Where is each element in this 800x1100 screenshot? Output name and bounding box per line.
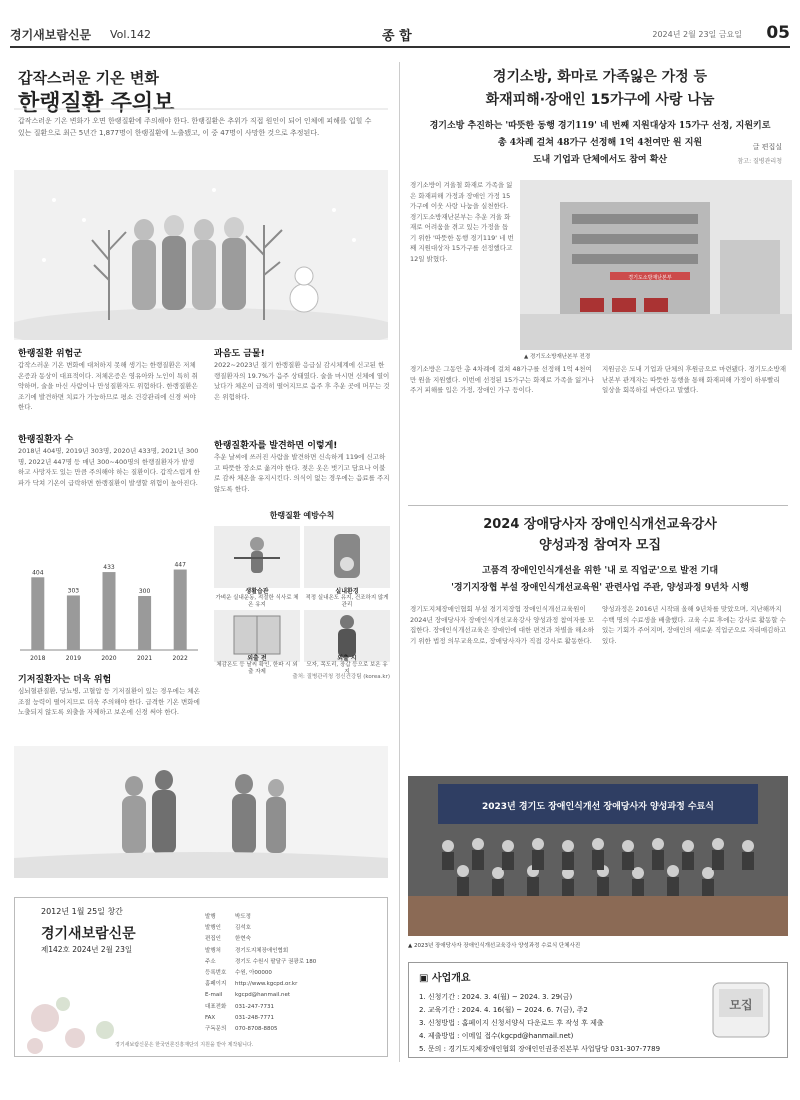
- prevention-desc-lifestyle: 가벼운 실내운동, 적절한 식사로 체온 유지: [215, 595, 299, 608]
- square-bullet-icon: ▣: [419, 973, 432, 984]
- section-body-risk-group: 갑작스러운 기온 변화에 대처하지 못해 생기는 한랭질환은 저체온증과 동상이 대표적이다. 저체온증은 영유아와 노인이 특히 취약하며, 술을 마신 사람이나 만성질환자도 위험하다. 한랭질환은 조기에 발견하면 치료가 가능하므로 평소 건강관리에 신경 써야 한다.: [18, 361, 198, 411]
- fire-subhead-1: 경기소방 추진하는 '따뜻한 동행 경기119' 네 번째 지원대상자 15가구 선정, 지원키로: [429, 121, 771, 131]
- prevention-caption-indoor: [304, 588, 390, 609]
- flower-decoration: [15, 898, 389, 1058]
- info-row: 구독문의 070-8708-8805: [205, 1026, 278, 1033]
- chart-data-label: 433: [103, 564, 115, 572]
- chart-tick-label: 2019: [65, 655, 82, 662]
- section-body-first-aid: 추운 날씨에 쓰러진 사람을 발견하면 신속하게 119에 신고하고 따뜻한 장소로 옮겨야 한다. 젖은 옷은 벗기고 담요나 이불로 감싸 체온을 유지시킨다. 의식이 없는 경우에는 음료를 주지 않도록 한다.: [214, 453, 390, 493]
- byline: 글 편집실: [752, 143, 782, 151]
- outline-item: 4. 제출방법 : 이메일 접수(kgcpd@hanmail.net): [419, 1032, 574, 1040]
- issue-date: 2024년 2월 23일 금요일: [652, 30, 742, 39]
- outline-item: 3. 신청방법 : 홈페이지 신청서양식 다운로드 후 작성 후 제출: [419, 1019, 604, 1027]
- prevention-desc-going-out: 모자, 목도리, 장갑 등으로 보온 유지: [306, 662, 388, 675]
- fire-subhead-2: 총 4차례 걸쳐 48가구 선정해 1억 4천여만 원 지원: [497, 138, 703, 148]
- info-paper-name: 경기새보람신문: [41, 926, 136, 942]
- prevention-caption-lifestyle: [214, 588, 300, 609]
- chart-data-label: 447: [174, 561, 186, 569]
- article-headline: 한랭질환 주의보: [18, 91, 175, 116]
- outline-list: [419, 991, 660, 1056]
- chart-bar: [31, 577, 44, 650]
- outline-item: 1. 신청기간 : 2024. 3. 4(월) ~ 2024. 3. 29(금): [419, 993, 573, 1001]
- fire-article-subheads: [410, 118, 790, 169]
- info-note: 경기새보람신문은 한국언론진흥재단의 지원을 받아 제작됩니다.: [115, 1042, 254, 1048]
- column-divider: [399, 62, 400, 1062]
- event-banner-text: 2023년 경기도 장애인식개선 장애당사자 양성과정 수료식: [482, 802, 714, 812]
- info-row: 발행인 김석호: [205, 925, 251, 932]
- group-photo-image: [408, 776, 788, 936]
- info-row: 대표전화 031-247-7731: [205, 1003, 274, 1010]
- stamp-text: 모집: [729, 998, 753, 1012]
- info-row: 주소 경기도 수원시 팔달구 권광로 180: [205, 958, 317, 965]
- program-outline-box: [408, 962, 788, 1058]
- sign-text: 경기도소방재난본부: [628, 275, 672, 281]
- chart-data-label: 300: [138, 588, 151, 595]
- chart-data-label: 303: [67, 587, 80, 595]
- website-link[interactable]: http://www.kgcpd.or.kr: [235, 981, 298, 988]
- paper-name: 경기새보람신문: [10, 28, 92, 42]
- section-title-alcohol: 과음도 금물!: [214, 349, 265, 359]
- fire-article-body-1: 경기소방이 겨울철 화재로 가족을 잃은 화재피해 가정과 장애인 가정 15가구에 이웃 사랑 나눔을 실천한다. 경기도소방재난본부는 추운 겨울 화재로 어려움을 겪고 있는 가정을 돕기 위한 '따뜻한 동행 경기119' 네 번째 지원대상자 15가구를 선정했다고 12일 밝혔다.: [410, 181, 514, 263]
- prevention-panel-indoor: [304, 526, 390, 588]
- prevention-name-lifestyle: 생활습관: [245, 588, 269, 595]
- fire-article-headline-1: 경기소방, 화마로 가족잃은 가정 등: [492, 69, 708, 85]
- founded-date: 2012년 1월 25일 창간: [41, 907, 123, 916]
- section-name: 종 합: [382, 29, 412, 44]
- recruitment-stamp-image: [709, 979, 773, 1041]
- lede-box: [14, 108, 388, 166]
- section-title-patient-count: 한랭질환자 수: [18, 435, 74, 445]
- graduation-group-photo: [408, 776, 788, 936]
- thermostat-icon: [304, 526, 390, 588]
- fire-station-building-image: [520, 180, 792, 350]
- outline-item: 5. 문의 : 경기도지체장애인협회 장애인인권증진본부 사업담당 031-307-7789: [419, 1045, 661, 1053]
- email-link[interactable]: kgcpd@hanmail.net: [235, 992, 291, 999]
- disability-subhead-2: '경기지장협 부설 장애인식개선교육원' 관련사업 주관, 양성과정 9년차 시행: [451, 583, 749, 593]
- publication-info-box: [14, 897, 388, 1057]
- disability-article-headline-2: 양성과정 참여자 모집: [538, 538, 662, 553]
- section-title-risk-group: 한랭질환 위험군: [18, 349, 82, 359]
- chart-bar: [67, 595, 80, 650]
- info-row: 홈페이지 http://www.kgcpd.or.kr: [205, 981, 298, 988]
- winter-people-illustration: [14, 170, 388, 340]
- chart-tick-label: 2021: [136, 655, 153, 662]
- prevention-desc-before-out: 체감온도 등 날씨 확인, 한파 시 외출 자제: [216, 662, 298, 675]
- outline-title: ▣ 사업개요: [419, 973, 471, 984]
- prevention-name-before-out: 외출 전: [247, 655, 267, 662]
- disability-article-body-2: 양성과정은 2016년 시작돼 올해 9년차를 맞았으며, 지난해까지 수백 명의 수료생을 배출했다. 교육 수료 후에는 강사로 활동할 수 있는 기회가 주어지며, 장애인의 새로운 직업군으로 자리매김하고 있다.: [602, 605, 786, 645]
- article-lede: 갑작스러운 기온 변화가 오면 한랭질환에 주의해야 한다. 한랭질환은 추위가 직접 원인이 되어 인체에 피해를 입힐 수 있는 질환으로 최근 5년간 1,877명이 한랭질환에 노출됐고, 이 중 47명이 사망한 것으로 추정된다.: [18, 117, 372, 137]
- info-row: 발행처 경기도지체장애인협회: [205, 947, 289, 954]
- patient-count-chart: [14, 550, 204, 668]
- winter-scene-image: [14, 170, 388, 340]
- chart-tick-label: 2018: [30, 655, 46, 662]
- prevention-source: 출처: 질병관리청 정신건강팀 (korea.kr): [292, 674, 390, 680]
- prevention-name-indoor: 실내환경: [335, 588, 359, 595]
- volume-number: Vol.142: [110, 28, 151, 41]
- exercise-icon: [214, 526, 300, 588]
- outline-item: 2. 교육기간 : 2024. 4. 16(월) ~ 2024. 6. 7(금), 주2: [419, 1006, 588, 1014]
- winter-walk-image: [14, 746, 388, 878]
- info-row: E-mail kgcpd@hanmail.net: [205, 992, 291, 999]
- disability-subhead-1: 고품격 장애인인식개선을 위한 '내 로 직업군'으로 발전 기대: [481, 566, 719, 576]
- fire-subhead-3: 도내 기업과 단체에서도 참여 확산: [532, 155, 668, 165]
- byline-source: 참고: 질병관리청: [737, 158, 782, 165]
- chart-bar: [174, 570, 187, 650]
- fire-article-body-2: 경기소방은 그동안 총 4차례에 걸쳐 48가구를 선정해 1억 4천여만 원을 지원했다. 이번에 선정된 15가구는 화재로 가족을 잃거나 주거 피해를 입은 가정, 장애인 가구 등이다.: [410, 365, 594, 394]
- article-separator: [408, 505, 788, 506]
- section-title-underlying: 기저질환자는 더욱 위험: [18, 675, 112, 685]
- fire-station-photo: [520, 180, 792, 350]
- prevention-title: 한랭질환 예방수칙: [269, 511, 335, 520]
- article-kicker: 갑작스러운 기온 변화: [18, 69, 159, 87]
- chart-data-label: 404: [32, 569, 44, 577]
- info-row: FAX 031-248-7771: [205, 1014, 274, 1021]
- recruitment-stamp: [709, 979, 773, 1041]
- chart-bar: [138, 596, 151, 650]
- section-body-underlying: 심뇌혈관질환, 당뇨병, 고혈압 등 기저질환이 있는 경우에는 체온조절 능력이 떨어지므로 더욱 주의해야 한다. 급격한 기온 변화에 노출되지 않도록 외출을 자제하고 보온에 신경 써야 한다.: [18, 687, 200, 716]
- disability-article-body-1: 경기도지체장애인협회 부설 경기지장협 장애인식개선교육원이 2024년 장애당사자 장애인식개선교육강사 양성과정 참여자를 모집한다. 장애인식개선교육은 장애인에 대한 편견과 차별을 해소하기 위한 법정 의무교육으로, 장애당사자가 직접 강사로 활동한다.: [410, 605, 594, 645]
- prevention-name-going-out: 외출 시: [337, 655, 357, 662]
- chart-tick-label: 2020: [101, 655, 117, 662]
- masthead: [10, 22, 790, 48]
- publication-details: [205, 912, 316, 1035]
- bar-chart-svg: [14, 550, 204, 668]
- info-row: 편집인 한현숙: [205, 936, 251, 943]
- fire-article-headline-2: 화재피해·장애인 15가구에 사랑 나눔: [485, 92, 715, 108]
- group-photo-caption: ▲ 2023년 장애당사자 장애인식개선교육강사 양성과정 수료식 단체사진: [408, 943, 581, 949]
- prevention-desc-indoor: 적정 실내온도 유지, 건조하지 않게 관리: [305, 595, 389, 608]
- disability-article-headline-1: 2024 장애당사자 장애인식개선교육강사: [483, 517, 717, 532]
- info-issue-number: 제142호 2024년 2월 23일: [41, 945, 133, 954]
- info-row: 발행 박도정: [205, 914, 251, 920]
- section-body-patient-count: 2018년 404명, 2019년 303명, 2020년 433명, 2021년 300명, 2022년 447명 등 매년 300~400명의 한랭질환자가 발생하고 사망자도 있는 만큼 주의해야 하는 질환이다. 갑작스럽게 한파가 닥쳐 기온이 급락하면 한랭질환이 발생할 위험이 높아진다.: [18, 447, 200, 487]
- winter-walk-illustration: [14, 746, 388, 878]
- chart-tick-label: 2022: [172, 655, 188, 662]
- prevention-panel-lifestyle: [214, 526, 300, 588]
- page-number: 05: [766, 23, 790, 43]
- section-body-alcohol: 2022~2023년 절기 한랭질환 응급실 감시체계에 신고된 한랭질환자의 19.7%가 음주 상태였다. 술을 마시면 신체에 열이 났다가 체온이 급격히 떨어지므로 음주 후 추운 곳에 머무는 것은 위험하다.: [214, 361, 390, 401]
- section-title-first-aid: 한랭질환자를 발견하면 이렇게!: [214, 441, 338, 451]
- chart-bar: [103, 572, 116, 650]
- info-row: 등록번호 수원, 아00000: [205, 970, 272, 977]
- fire-article-body-3: 지원금은 도내 기업과 단체의 후원금으로 마련됐다. 경기도소방재난본부 관계자는 따뜻한 동행을 통해 화재피해 가정이 하루빨리 일상을 회복하길 바란다고 말했다.: [602, 365, 786, 394]
- fire-photo-caption: ▲ 경기도소방재난본부 전경: [524, 354, 591, 360]
